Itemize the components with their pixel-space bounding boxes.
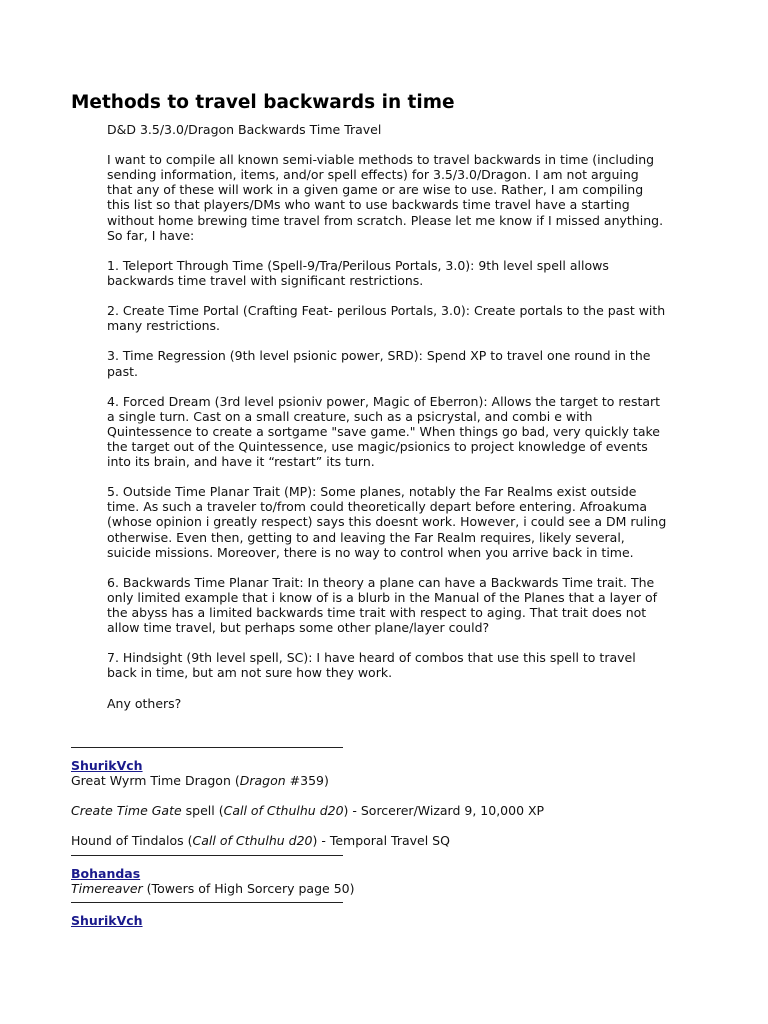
- list-item: 4. Forced Dream (3rd level psioniv power, Magic of Eberron): Allows the target to restart a single turn. Cast on a small creature, such as a psicrystal, and combi e with Quintessence to create a sortgame "save game." When things go bad, very quickly take the target out of the Quintessence, use magic/psionics to project knowledge of events into its brain, and have it “restart” its turn.: [107, 393, 661, 470]
- text-segment: #359): [285, 773, 329, 789]
- post-closing: Any others?: [107, 695, 182, 711]
- page-title: Methods to travel backwards in time: [71, 92, 455, 113]
- list-item: 5. Outside Time Planar Trait (MP): Some planes, notably the Far Realms exist outside time. As such a traveler to/from could theoretically depart before entering. Afroakuma (whose opinion i greatly respect) says this doesnt work. However, i could see a DM ruling otherwise. Even then, getting to and leaving the Far Realm requires, likely several, suicide missions. Moreover, there is no way to control when you arrive back in time.: [107, 484, 667, 560]
- text-segment: (Towers of High Sorcery page 50): [142, 880, 355, 896]
- italic-segment: Call of Cthulhu d20: [192, 833, 313, 849]
- text-segment: Hound of Tindalos (: [71, 833, 193, 849]
- list-item: 7. Hindsight (9th level spell, SC): I have heard of combos that use this spell to travel back in time, but am not sure how they work.: [107, 650, 636, 681]
- list-item: 1. Teleport Through Time (Spell-9/Tra/Perilous Portals, 3.0): 9th level spell allows backwards time travel with significant restrictions.: [107, 257, 609, 288]
- text-segment: ) - Sorcerer/Wizard 9, 10,000 XP: [343, 803, 545, 819]
- text-segment: spell (: [181, 803, 224, 819]
- list-item: 2. Create Time Portal (Crafting Feat- perilous Portals, 3.0): Create portals to the past with many restrictions.: [107, 303, 666, 334]
- original-post: [107, 122, 667, 726]
- reply-username-link[interactable]: ShurikVch: [71, 758, 143, 773]
- spacer: [71, 788, 671, 803]
- text-segment: Great Wyrm Time Dragon (: [71, 773, 240, 789]
- italic-segment: Dragon: [239, 773, 286, 789]
- reply-text-line: [71, 833, 671, 848]
- reply-text-line: [71, 773, 671, 788]
- italic-segment: Create Time Gate: [71, 803, 182, 819]
- list-item: 3. Time Regression (9th level psionic power, SRD): Spend XP to travel one round in the past.: [107, 348, 651, 379]
- reply-text-line: [71, 803, 671, 818]
- italic-segment: Timereaver: [71, 880, 143, 896]
- reply: [71, 902, 343, 928]
- replies-section: [71, 747, 671, 928]
- spacer: [71, 818, 671, 833]
- reply-text-line: [71, 881, 671, 896]
- post-intro: I want to compile all known semi-viable methods to travel backwards in time (including sending information, items, and/or spell effects) for 3.5/3.0/Dragon. I am not arguing that any of these will work in a given game or are wise to use. Rather, I am compiling this list so that players/DMs who want to use backwards time travel have a starting without home brewing time travel from scratch. Please let me know if I missed anything. So far, I have:: [107, 152, 664, 243]
- reply-username-link[interactable]: Bohandas: [71, 865, 141, 881]
- reply-username-link[interactable]: ShurikVch: [71, 912, 143, 928]
- reply: [71, 747, 545, 855]
- reply: [71, 855, 355, 902]
- list-item: 6. Backwards Time Planar Trait: In theory a plane can have a Backwards Time trait. The only limited example that i know of is a blurb in the Manual of the Planes that a layer of the abyss has a limited backwards time trait with respect to aging. That trait does not allow time travel, but perhaps some other plane/layer could?: [107, 574, 657, 636]
- text-segment: ) - Temporal Travel SQ: [312, 833, 450, 849]
- post-subtitle: D&D 3.5/3.0/Dragon Backwards Time Travel: [107, 122, 382, 137]
- italic-segment: Call of Cthulhu d20: [223, 803, 344, 819]
